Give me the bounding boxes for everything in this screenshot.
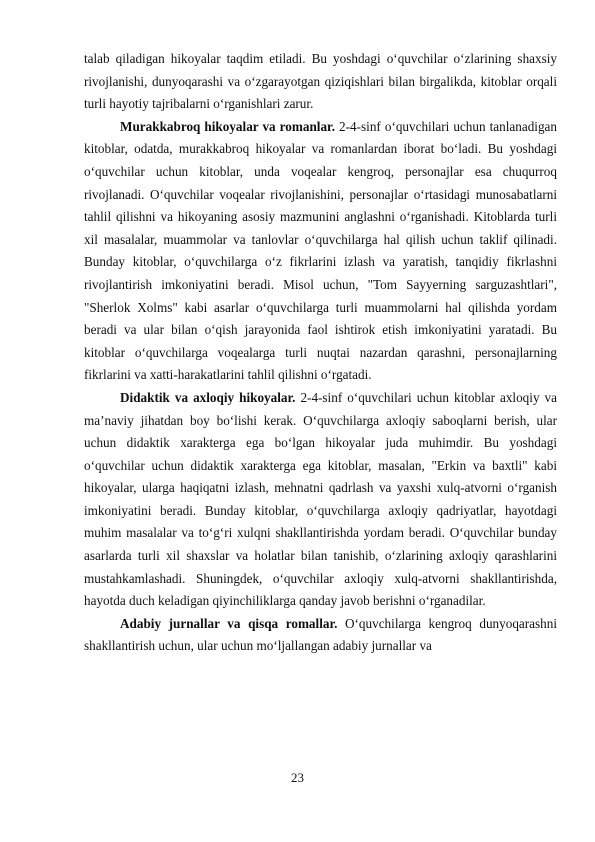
paragraph-intro-continuation bbox=[84, 48, 557, 116]
section-heading: Didaktik va axloqiy hikoyalar. bbox=[120, 389, 296, 405]
paragraph-text: talab qiladigan hikoyalar taqdim etiladi. Bu yoshdagi o‘quvchilar o‘zlarining shaxsiy rivojlanishi, dunyoqarashi va o‘zgarayotgan qiziqishlari bilan birgalikda, kitoblar orqali turli hayotiy tajribalarni o‘rganishlari zarur. bbox=[84, 51, 557, 112]
paragraph-text: O‘quvchilarga kengroq dunyoqarashni shakllantirish uchun, ular uchun mo‘ljallangan adabiy jurnallar va bbox=[84, 615, 557, 654]
paragraph-text: 2-4-sinf o‘quvchilari uchun tanlanadigan kitoblar, odatda, murakkabroq hikoyalar va romanlardan iborat bo‘ladi. Bu yoshdagi o‘quvchilar uchun kitoblar, unda voqealar kengroq, personajlar esa chuqurroq rivojlanadi. O‘quvchilar voqealar rivojlanishini, personajlar o‘rtasidagi munosabatlarni tahlil qilishni va hikoyaning asosiy mazmunini anglashni o‘rganishadi. Kitoblarda turli xil masalalar, muammolar va tanlovlar o‘quvchilarga hal qilish uchun taklif qilinadi. Bunday kitoblar, o‘quvchilarga o‘z fikrlarini izlash va yaratish, tanqidiy fikrlashni rivojlantirish imkoniyatini beradi. Misol uchun, "Tom Sayyerning sarguzashtlari", "Sherlok Xolms" kabi asarlar o‘quvchilarga turli muammolarni hal qilishda yordam beradi va ular bilan o‘qish jarayonida faol ishtirok etish imkoniyatini yaratadi. Bu kitoblar o‘quvchilarga voqealarga turli nuqtai nazardan qarashni, personajlarning fikrlarini va xatti-harakatlarini tahlil qilishni o‘rgatadi. bbox=[84, 118, 557, 383]
page-number: 23 bbox=[291, 770, 304, 785]
paragraph-text: 2-4-sinf o‘quvchilari uchun kitoblar axloqiy va ma’naviy jihatdan boy bo‘lishi kerak. O‘quvchilarga axloqiy saboqlarni berish, ular uchun didaktik xarakterga ega bo‘lgan hikoyalar juda muhimdir. Bu yoshdagi o‘quvchilar uchun didaktik xarakterga ega kitoblar, masalan, "Erkin va baxtli" kabi hikoyalar, ularga haqiqatni izlash, mehnatni qadrlash va yaxshi xulq-atvorni o‘rganish imkoniyatini beradi. Bunday kitoblar, o‘quvchilarga axloqiy qadriyatlar, hayotdagi muhim masalalar va to‘g‘ri xulqni shakllantirishda yordam beradi. O‘quvchilar bunday asarlarda turli xil shaxslar va holatlar bilan tanishib, o‘zlarining axloqiy qarashlarini mustahkamlashadi. Shuningdek, o‘quvchilar axloqiy xulq-atvorni shakllantirishda, hayotda duch keladigan qiyinchiliklarga qanday javob berishni o‘rganadilar. bbox=[84, 389, 558, 609]
paragraph-complex-stories bbox=[84, 116, 557, 387]
section-heading: Adabiy jurnallar va qisqa romallar. bbox=[120, 615, 338, 631]
paragraph-literary-journals bbox=[84, 613, 557, 658]
document-body bbox=[84, 48, 557, 658]
paragraph-didactic-stories bbox=[84, 387, 557, 613]
section-heading: Murakkabroq hikoyalar va romanlar. bbox=[120, 118, 335, 134]
